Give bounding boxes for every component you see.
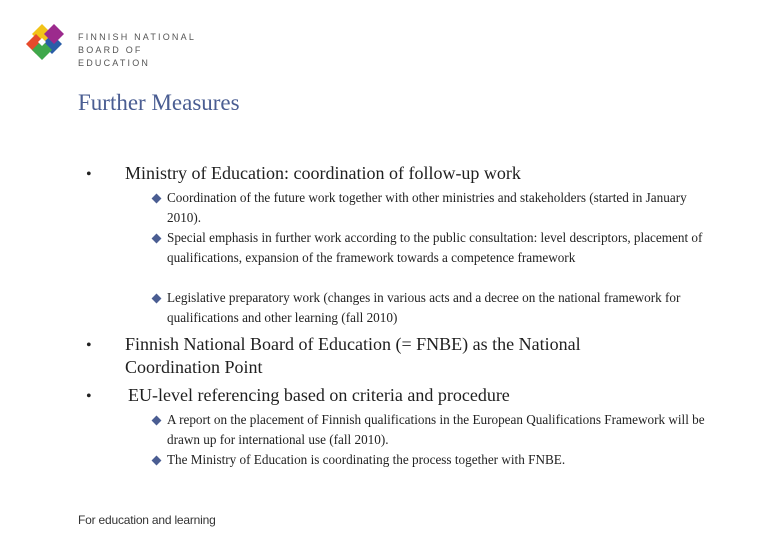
sub-bullet-diamond-icon (152, 194, 162, 204)
sub-item-special-emphasis: Special emphasis in further work according to the public consultation: level descriptors, placement of qualifications, expansion of the framework towards a competence framework (167, 230, 703, 265)
sub-item-report: A report on the placement of Finnish qualifications in the European Qualifications Framework will be drawn up for international use (fall 2010). (167, 412, 705, 447)
sub-bullet-diamond-icon (152, 416, 162, 426)
fnbe-diamond-logo-icon (26, 22, 70, 62)
footer-tagline: For education and learning (78, 513, 216, 527)
org-name (78, 31, 206, 70)
org-name-line2: BOARD OF EDUCATION (78, 45, 151, 68)
bullet-item-eu-referencing: EU-level referencing based on criteria and procedure (128, 385, 510, 405)
bullet-item-fnbe: Finnish National Board of Education (= FNBE) as the National Coordination Point (125, 334, 581, 377)
sub-bullet-diamond-icon (152, 456, 162, 466)
fnbe-logo (26, 22, 206, 68)
sub-bullet-diamond-icon (152, 294, 162, 304)
sub-bullet-diamond-icon (152, 234, 162, 244)
org-name-line1: FINNISH NATIONAL (78, 32, 197, 42)
bullet-dot: • (86, 166, 92, 183)
sub-item-coordination: Coordination of the future work together with other ministries and stakeholders (started in January 2010). (167, 190, 687, 225)
slide-title: Further Measures (78, 90, 240, 115)
sub-item-legislative: Legislative preparatory work (changes in various acts and a decree on the national framework for qualifications and other learning (fall 2010) (167, 290, 681, 325)
bullet-dot: • (86, 337, 92, 354)
sub-item-ministry-coordinating: The Ministry of Education is coordinating the process together with FNBE. (167, 452, 566, 467)
bullet-dot: • (86, 388, 92, 405)
bullet-item-ministry: Ministry of Education: coordination of follow-up work (125, 163, 521, 183)
